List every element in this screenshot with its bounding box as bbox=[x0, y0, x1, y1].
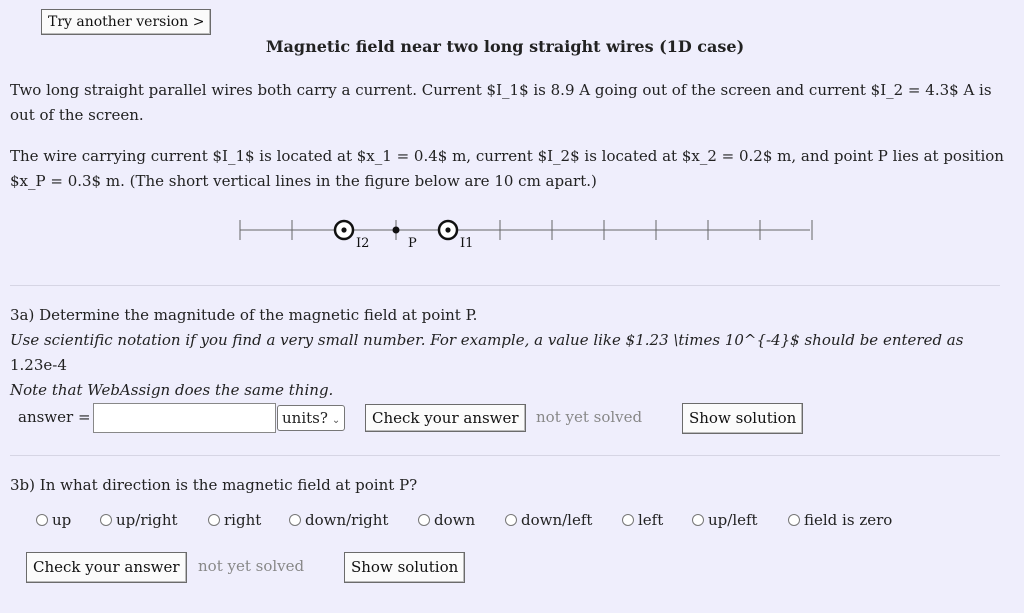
chevron-down-icon: ⌄ bbox=[331, 415, 341, 426]
units-select[interactable] bbox=[277, 405, 345, 431]
radio-circle-icon bbox=[788, 514, 800, 526]
direction-option-down-left[interactable] bbox=[505, 511, 592, 529]
option-label: up/right bbox=[116, 511, 178, 529]
show-solution-3b-button[interactable]: Show solution bbox=[344, 552, 465, 583]
radio-circle-icon bbox=[418, 514, 430, 526]
direction-option-right[interactable] bbox=[208, 511, 261, 529]
direction-option-field-is-zero[interactable] bbox=[788, 511, 892, 529]
radio-circle-icon bbox=[505, 514, 517, 526]
check-answer-3b-button[interactable]: Check your answer bbox=[26, 552, 187, 583]
show-solution-3a-button[interactable]: Show solution bbox=[682, 403, 803, 434]
option-label: down bbox=[434, 511, 476, 529]
answer-input[interactable] bbox=[93, 403, 276, 433]
question-3b: 3b) In what direction is the magnetic field at point P? bbox=[10, 476, 418, 494]
option-label: down/left bbox=[521, 511, 593, 529]
try-another-version-button[interactable]: Try another version > bbox=[41, 9, 211, 35]
radio-circle-icon bbox=[208, 514, 220, 526]
radio-circle-icon bbox=[289, 514, 301, 526]
wire-diagram bbox=[230, 210, 820, 255]
option-label: down/right bbox=[305, 511, 389, 529]
hint-example: 1.23e-4 bbox=[10, 356, 67, 374]
units-select-label: units? bbox=[282, 409, 328, 427]
problem-paragraph-positions: The wire carrying current $I_1$ is located at $x_1 = 0.4$ m, current $I_2$ is located at $x_2 = 0.2$ m, and point P lies at position $x_P = 0.3$ m. (The short vertical lines in the figure below are 10 cm apart.) bbox=[10, 147, 1004, 190]
option-label: left bbox=[638, 511, 664, 529]
scientific-notation-hint bbox=[10, 328, 1005, 403]
radio-circle-icon bbox=[692, 514, 704, 526]
point-p-marker bbox=[393, 227, 400, 234]
status-3b: not yet solved bbox=[198, 557, 305, 575]
radio-circle-icon bbox=[100, 514, 112, 526]
question-3a: 3a) Determine the magnitude of the magnetic field at point P. bbox=[10, 306, 478, 324]
option-label: right bbox=[224, 511, 262, 529]
option-label: field is zero bbox=[804, 511, 893, 529]
label-i2: I2 bbox=[356, 236, 370, 251]
status-3a: not yet solved bbox=[536, 408, 643, 426]
radio-circle-icon bbox=[622, 514, 634, 526]
check-answer-3a-button[interactable]: Check your answer bbox=[365, 404, 526, 432]
answer-label: answer = bbox=[18, 408, 91, 426]
direction-option-left[interactable] bbox=[622, 511, 663, 529]
section-divider bbox=[10, 455, 1000, 456]
wire-i1-out-of-screen-icon bbox=[439, 221, 457, 239]
option-label: up bbox=[52, 511, 72, 529]
label-i1: I1 bbox=[460, 236, 474, 251]
radio-circle-icon bbox=[36, 514, 48, 526]
hint-webassign-note: Note that WebAssign does the same thing. bbox=[10, 381, 334, 399]
section-divider bbox=[10, 285, 1000, 286]
direction-option-up-right[interactable] bbox=[100, 511, 178, 529]
direction-option-up[interactable] bbox=[36, 511, 71, 529]
direction-option-down[interactable] bbox=[418, 511, 475, 529]
wire-i2-out-of-screen-icon bbox=[335, 221, 353, 239]
problem-paragraph-currents: Two long straight parallel wires both carry a current. Current $I_1$ is 8.9 A going out of the screen and current $I_2 = 4.3$ A is out of the screen. bbox=[10, 81, 992, 124]
direction-option-up-left[interactable] bbox=[692, 511, 758, 529]
problem-title: Magnetic field near two long straight wires (1D case) bbox=[265, 37, 745, 56]
direction-option-down-right[interactable] bbox=[289, 511, 388, 529]
label-p: P bbox=[408, 236, 417, 251]
option-label: up/left bbox=[708, 511, 758, 529]
hint-text: Use scientific notation if you find a very small number. For example, a value like $1.23 \times 10^{-4}$ should be entered as bbox=[10, 331, 964, 349]
